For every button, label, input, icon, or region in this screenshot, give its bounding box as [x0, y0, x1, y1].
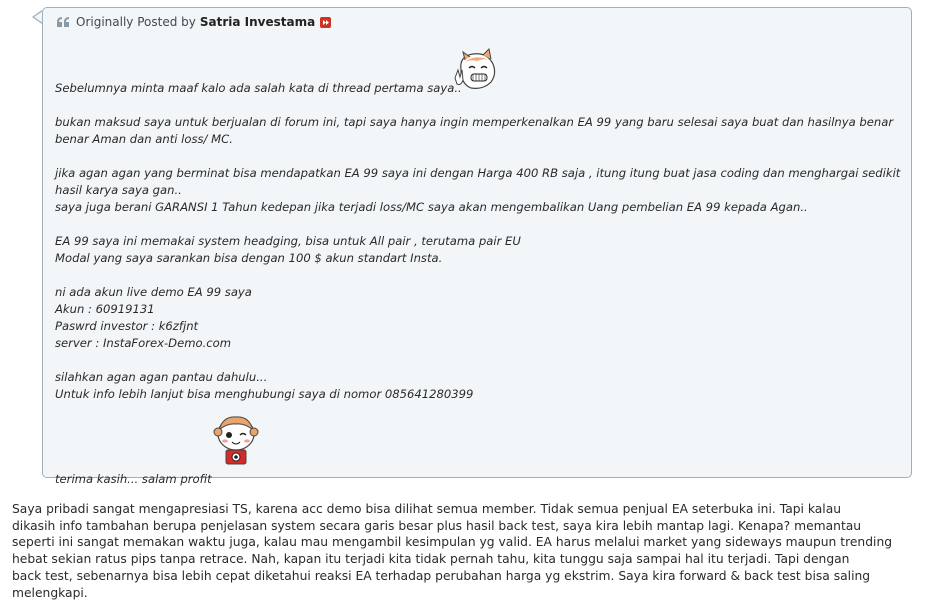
quote-blank-line [55, 352, 895, 369]
reply-line: Saya pribadi sangat mengapresiasi TS, karena acc demo bisa dilihat semua member. Tidak semua penjual EA seterbuka ini. Tapi kalau [12, 502, 842, 516]
quote-line: Untuk info lebih lanjut bisa menghubungi saya di nomor 085641280399 [55, 387, 474, 401]
reply-body [12, 501, 942, 601]
quote-line: server : InstaForex-Demo.com [55, 336, 232, 350]
quote-line: saya juga berani GARANSI 1 Tahun kedepan jika terjadi loss/MC saya akan mengembalikan Uang pembelian EA 99 kepada Agan.. [55, 200, 808, 214]
quote-line: benar Aman dan anti loss/ MC. [55, 132, 233, 146]
quote-blank-line [55, 216, 895, 233]
quote-prefix: Originally Posted by [76, 15, 196, 29]
quote-blank-line [55, 148, 895, 165]
quote-blank-line [55, 97, 895, 114]
reply-line: dikasih info tambahan berupa penjelasan system secara garis besar plus hasil back test, saya kira lebih mantap lagi. Kenapa? memantau [12, 518, 862, 533]
quote-blank-line [55, 403, 895, 420]
quote-line: bukan maksud saya untuk berjualan di forum ini, tapi saya hanya ingin memperkenalkan EA 99 yang baru selesai saya buat dan hasilnya benar [55, 115, 894, 129]
quote-line: EA 99 saya ini memakai system headging, bisa untuk All pair , terutama pair EU [55, 234, 521, 248]
quote-header [56, 14, 331, 30]
reply-line: back test, sebenarnya bisa lebih cepat diketahui reaksi EA terhadap perubahan harga yg ekstrim. Saya kira forward & back test bisa saling [12, 568, 871, 583]
reply-line: melengkapi. [12, 585, 88, 600]
quote-blank-line [55, 267, 895, 284]
quote-block [42, 7, 912, 486]
quote-line: jika agan agan yang berminat bisa mendapatkan EA 99 saya ini dengan Harga 400 RB saja , itung itung buat jasa coding dan menghargai sedikit [55, 166, 901, 180]
quote-line: Modal yang saya sarankan bisa dengan 100 $ akun standart Insta. [55, 251, 443, 265]
quote-line: silahkan agan agan pantau dahulu... [55, 370, 268, 384]
quote-line: Akun : 60919131 [55, 302, 155, 316]
quote-author[interactable]: Satria Investama [199, 15, 316, 29]
quote-line: hasil karya saya gan.. [55, 183, 182, 197]
quote-line: Paswrd investor : k6zfjnt [55, 319, 199, 333]
reply-line: seperti ini sangat memakan waktu juga, kalau mau mengambil kesimpulan yg valid. EA harus melalui market yang sideways maupun trending [12, 535, 893, 550]
view-post-icon[interactable] [320, 17, 331, 28]
quote-line: terima kasih... salam profit [55, 472, 212, 486]
quote-line: Sebelumnya minta maaf kalo ada salah kata di thread pertama saya.. [55, 81, 462, 95]
quote-line: ni ada akun live demo EA 99 saya [55, 285, 252, 299]
quote-blank-line [55, 437, 895, 454]
quote-marks-icon [56, 16, 70, 28]
quote-body [55, 80, 901, 488]
reply-line: hebat sekian ratus pips tanpa retrace. Nah, kapan itu terjadi kita tidak pernah tahu, kita tunggu saja sampai hal itu terjadi. Tapi dengan [12, 552, 850, 567]
quote-blank-line [55, 420, 895, 437]
quote-blank-line [55, 454, 895, 471]
